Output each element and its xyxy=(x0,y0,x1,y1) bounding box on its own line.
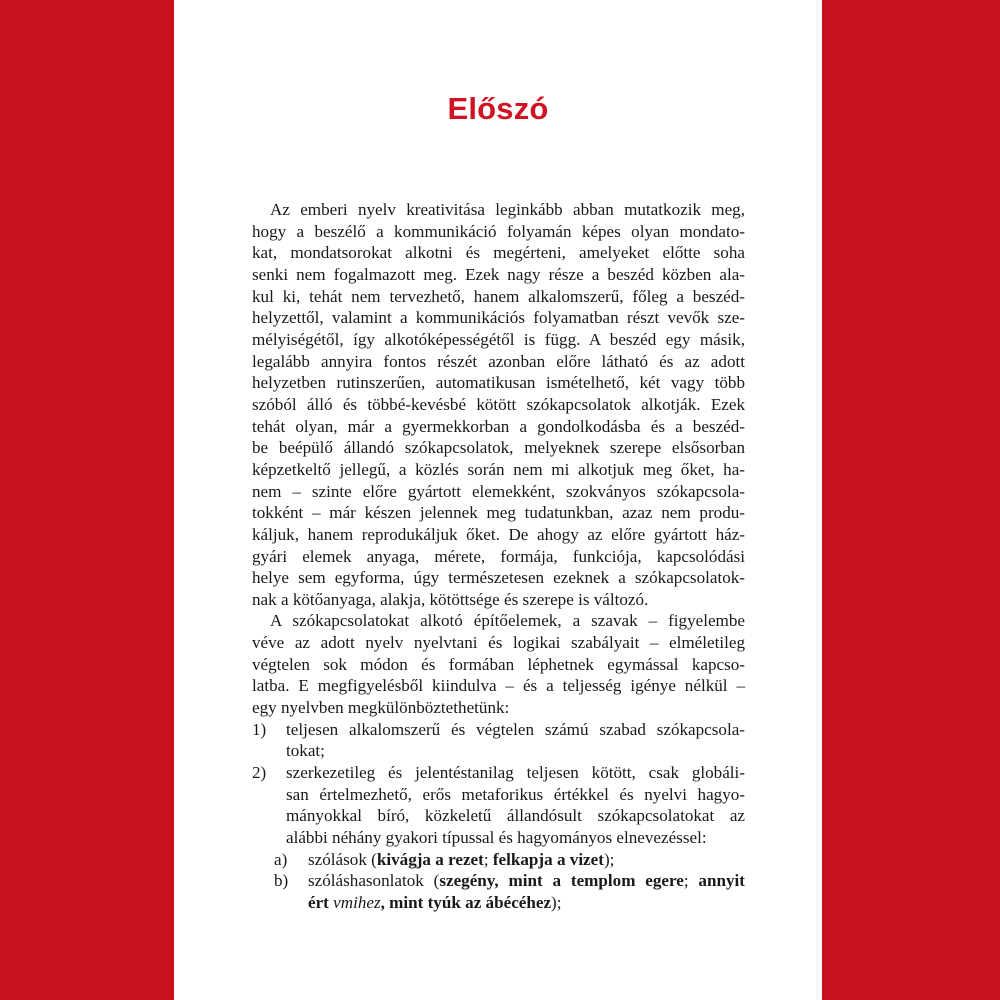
sub-item-text: szólások (kivágja a rezet; felkapja a vizet); xyxy=(308,849,615,869)
paragraph-2 xyxy=(252,610,745,718)
list-item-text xyxy=(286,762,745,849)
list-item-2 xyxy=(252,762,745,849)
text-line: gyári elemek anyaga, mérete, formája, funkciója, kapcsolódási xyxy=(252,546,745,566)
sub-item-letter: b) xyxy=(274,871,289,891)
sub-item-text-cont: ért vmihez, mint tyúk az ábécéhez); xyxy=(308,893,562,912)
body-text xyxy=(252,199,745,914)
text-line: latba. E megfigyelésből kiindulva – és a teljesség igénye nélkül – xyxy=(252,676,745,696)
sub-item-b xyxy=(252,870,745,913)
text-line: véve az adott nyelv nyelvtani és logikai szabályait – elméletileg xyxy=(252,633,745,653)
text-line: san értelmezhető, erős metaforikus értékkel és nyelvi hagyo- xyxy=(286,784,745,804)
text-line: alábbi néhány gyakori típussal és hagyományos elnevezéssel: xyxy=(286,828,707,848)
sub-item-text: szóláshasonlatok (szegény, mint a templom egere; annyit xyxy=(308,871,745,891)
list-number: 1) xyxy=(252,719,267,739)
text-line: egy nyelvben megkülönböztethetünk: xyxy=(252,698,510,718)
text-line: tehát olyan, már a gyermekkorban a gondolkodásba és a beszéd- xyxy=(252,416,745,436)
text-line: senki nem fogalmazott meg. Ezek nagy része a beszéd közben ala- xyxy=(252,264,745,284)
text-line: teljesen alkalomszerű és végtelen számú szabad szókapcsola- xyxy=(286,719,745,739)
numbered-list xyxy=(252,719,745,914)
example-phrase: szegény, mint a templom egere xyxy=(439,871,684,891)
text-line: legalább annyira fontos részét azonban előre látható és az adott xyxy=(252,351,745,371)
text-line: helye sem egyforma, úgy természetesen ezeknek a szókapcsolatok- xyxy=(252,568,745,588)
text-line: helyzettől, valamint a kommunikációs folyamatban részt vevők sze- xyxy=(252,308,745,328)
text-line: hogy a beszélő a kommunikáció folyamán képes olyan mondato- xyxy=(252,221,745,241)
example-phrase: felkapja a vizet xyxy=(492,849,604,869)
text-line: helyzetben rutinszerűen, automatikusan ismételhető, két vagy több xyxy=(252,373,745,393)
text-line: szóból álló és többé-kevésbé kötött szókapcsolatok alkotják. Ezek xyxy=(252,394,745,414)
text-line: be beépülő állandó szókapcsolatok, melyeknek szerepe elsősorban xyxy=(252,438,745,458)
list-item-1 xyxy=(252,719,745,762)
text-line: képzetkeltő jellegű, a közlés során nem mi alkotjuk meg őket, ha- xyxy=(252,459,745,479)
example-phrase: annyit xyxy=(698,871,745,891)
list-item-text xyxy=(286,719,745,762)
document-page xyxy=(174,0,822,1000)
sub-item-a xyxy=(252,849,745,871)
example-phrase: kivágja a rezet xyxy=(376,849,484,869)
text-line: nak a kötőanyaga, alakja, kötöttsége és szerepe is változó. xyxy=(252,589,649,609)
text-line: Az emberi nyelv kreativitása leginkább abban mutatkozik meg, xyxy=(270,200,745,219)
text-line: mányokkal bíró, közkeletű állandósult szókapcsolatokat az xyxy=(286,806,745,826)
text-line: végtelen sok módon és formában léphetnek egymással kapcso- xyxy=(252,654,745,674)
text-line: mélyiségétől, így alkotóképességétől is függ. A beszéd egy másik, xyxy=(252,329,745,349)
text-line: kat, mondatsorokat alkotni és megérteni, amelyeket előtte soha xyxy=(252,243,745,263)
list-number: 2) xyxy=(252,763,267,783)
text-line: tokként – már készen jelennek meg tudatunkban, azaz nem produ- xyxy=(252,503,745,523)
text-line: A szókapcsolatokat alkotó építőelemek, a szavak – figyelembe xyxy=(270,611,745,631)
italic-placeholder: vmihez xyxy=(333,893,381,912)
page-title: Előszó xyxy=(447,91,549,126)
sub-item-letter: a) xyxy=(274,849,288,869)
example-phrase: , mint tyúk az ábécéhez xyxy=(380,893,552,912)
text-line: kul ki, tehát nem tervezhető, hanem alkalomszerű, főleg a beszéd- xyxy=(252,286,745,306)
text-line: nem – szinte előre gyártott elemekként, szokványos szókapcsola- xyxy=(252,481,745,501)
text-line: szerkezetileg és jelentéstanilag teljesen kötött, csak globáli- xyxy=(286,763,745,783)
paragraph-1 xyxy=(252,199,745,610)
text-line: tokat; xyxy=(286,741,325,761)
text-line: káljuk, hanem reprodukáljuk őket. De ahogy az előre gyártott ház- xyxy=(252,524,745,544)
